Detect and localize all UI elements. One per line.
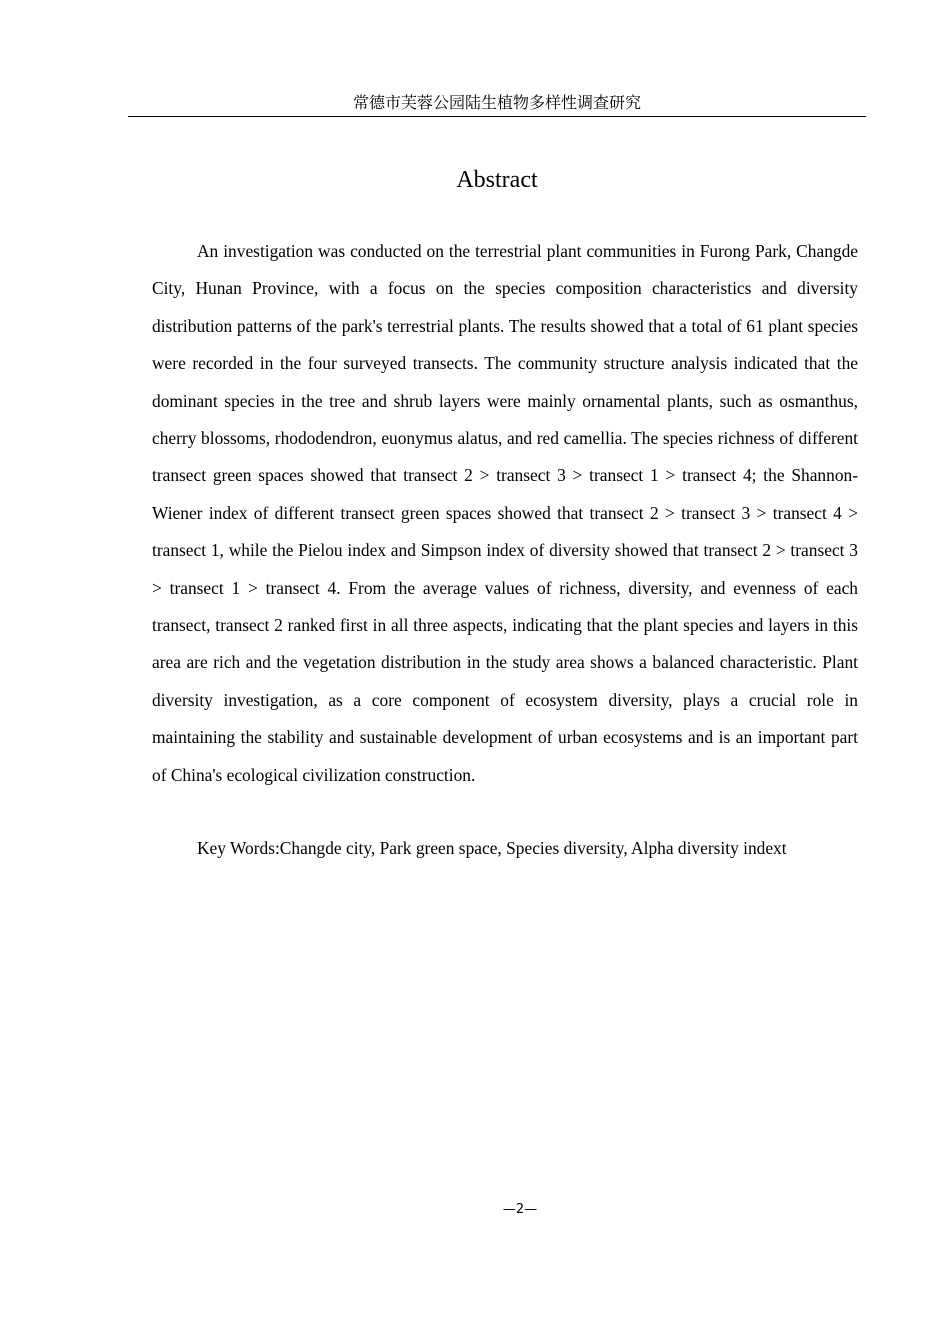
abstract-body: An investigation was conducted on the terrestrial plant communities in Furong Park, Changde City, Hunan Province, with a focus on the species composition characteristics and diversity distribution patterns of the park's terrestrial plants. The results showed that a total of 61 plant species were recorded in the four surveyed transects. The community structure analysis indicated that the dominant species in the tree and shrub layers were mainly ornamental plants, such as osmanthus, cherry blossoms, rhododendron, euonymus alatus, and red camellia. The species richness of different transect green spaces showed that transect 2 > transect 3 > transect 1 > transect 4; the Shannon-Wiener index of different transect green spaces showed that transect 2 > transect 3 > transect 4 > transect 1, while the Pielou index and Simpson index of diversity showed that transect 2 > transect 3 > transect 1 > transect 4. From the average values of richness, diversity, and evenness of each transect, transect 2 ranked first in all three aspects, indicating that the plant species and layers in this area are rich and the vegetation distribution in the study area shows a balanced characteristic. Plant diversity investigation, as a core component of ecosystem diversity, plays a crucial role in maintaining the stability and sustainable development of urban ecosystems and is an important part of China's ecological civilization construction.: [152, 241, 858, 785]
page-number: —2—: [502, 1202, 538, 1217]
running-header: 常德市芙蓉公园陆生植物多样性调查研究: [128, 92, 866, 117]
keywords-line: Key Words:Changde city, Park green space, Species diversity, Alpha diversity indext: [197, 838, 787, 858]
abstract-title: Abstract: [456, 167, 538, 193]
